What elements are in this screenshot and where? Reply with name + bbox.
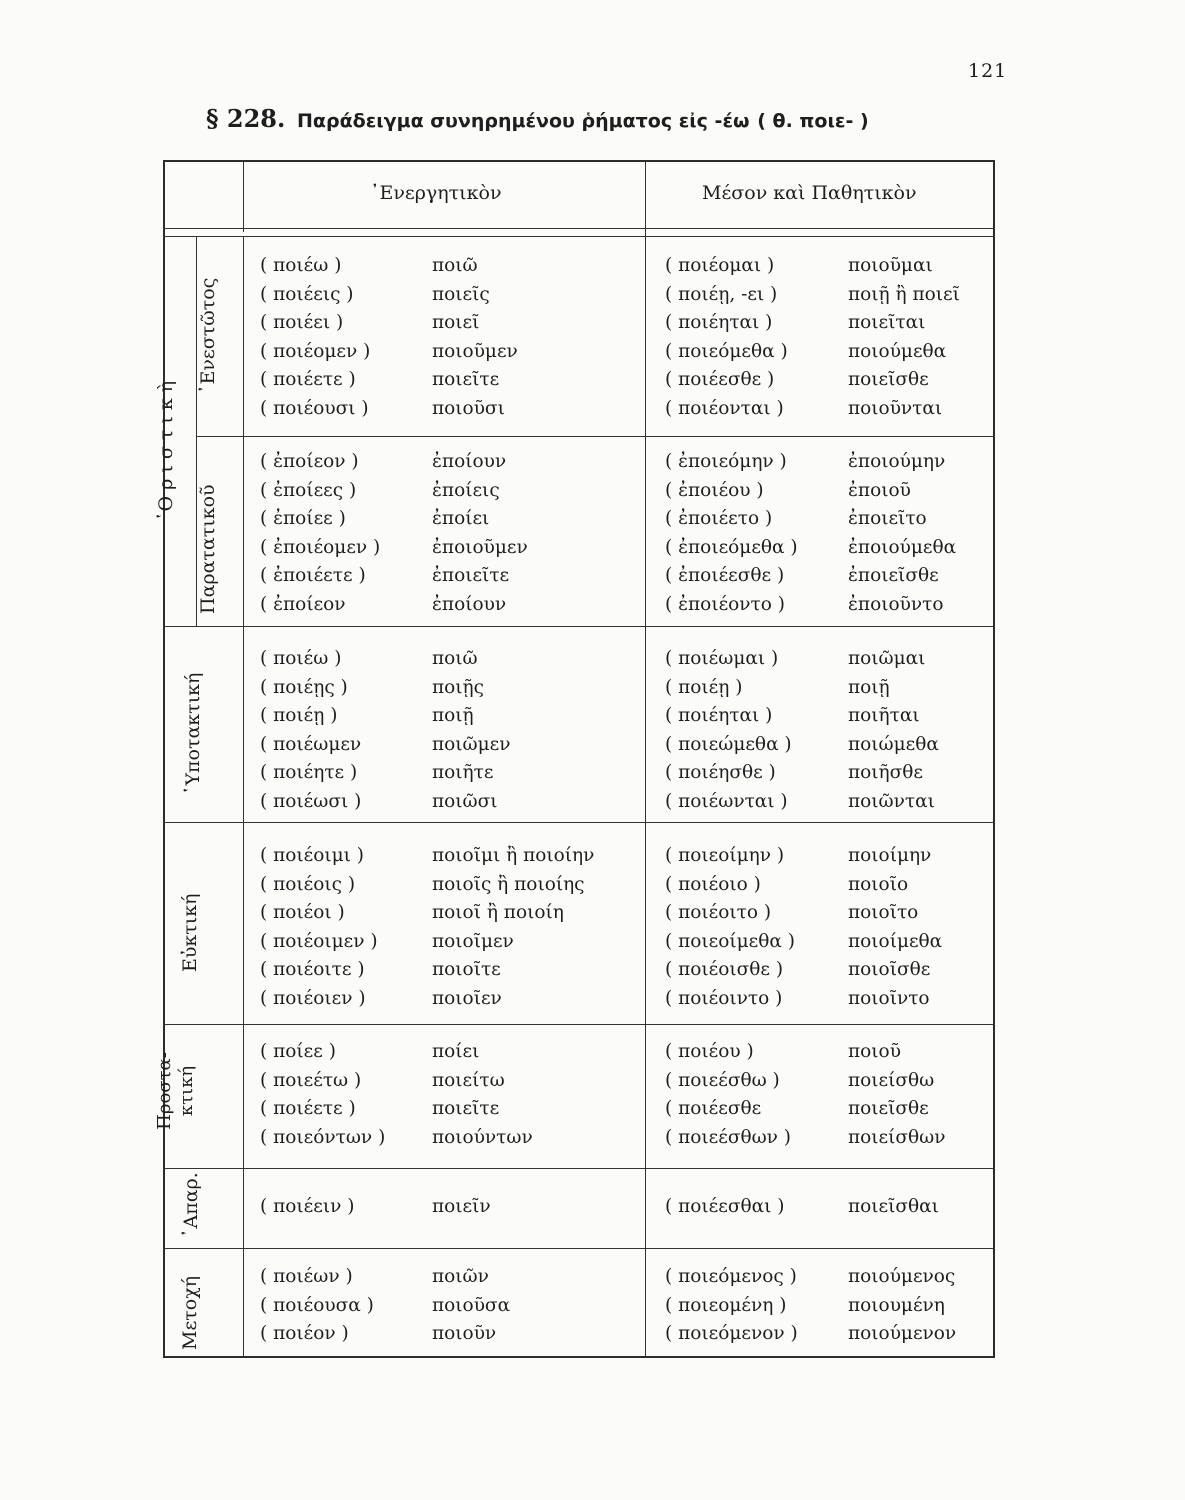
present-active-contracted-form: ποιοῦσι	[432, 398, 505, 419]
imperfect-active-contracted-form: ἐποίει	[432, 508, 490, 530]
active-voice-header: ᾿Ενεργητικὸν	[370, 182, 502, 204]
optative-middle-open-form: ( ποιέοιτο )	[665, 902, 772, 924]
imperfect-active-open-form: ( ἐποίεον	[260, 594, 346, 615]
imperative-active-open-form: ( ποιεέτω )	[260, 1069, 362, 1091]
optative-active-open-form: ( ποιέοιεν )	[260, 988, 366, 1009]
tense-label-imperfect: Παρατατικοῦ	[197, 484, 219, 614]
title-caption: Παράδειγμα συνηρημένου ῥήματος εἰς -έω	[297, 110, 750, 132]
imperfect-middle-open-form: ( ἐποιέοντο )	[665, 594, 786, 615]
infinitive-middle-contracted-form: ποιεῖσθαι	[848, 1196, 939, 1217]
optative-active-contracted-form: ποιοῖμεν	[432, 930, 514, 952]
imperative-infinitive-rule	[163, 1168, 995, 1169]
page-number: 121	[968, 60, 1008, 82]
imperfect-middle-contracted-form: ἐποιούμην	[848, 451, 946, 472]
subjunctive-middle-open-form: ( ποιέωνται )	[665, 791, 788, 812]
optative-active-open-form: ( ποιέοιτε )	[260, 959, 365, 981]
present-imperfect-rule	[196, 436, 995, 437]
optative-middle-open-form: ( ποιέοιο )	[665, 873, 761, 895]
subjunctive-middle-contracted-form: ποιῶνται	[848, 791, 935, 812]
subjunctive-middle-open-form: ( ποιέηται )	[665, 705, 773, 727]
present-middle-open-form: ( ποιέεσθε )	[665, 369, 775, 391]
present-middle-contracted-form: ποιῇ ἢ ποιεῖ	[848, 283, 960, 305]
imperfect-active-open-form: ( ἐποίεες )	[260, 479, 357, 501]
optative-active-contracted-form: ποιοῖμι ἢ ποιοίην	[432, 845, 595, 866]
optative-middle-contracted-form: ποιοίμην	[848, 845, 932, 866]
participle-active-contracted-form: ποιῶν	[432, 1266, 489, 1287]
subjunctive-middle-contracted-form: ποιώμεθα	[848, 733, 939, 755]
present-middle-open-form: ( ποιέῃ, -ει )	[665, 283, 778, 305]
subjunctive-middle-contracted-form: ποιῆται	[848, 705, 920, 727]
present-middle-contracted-form: ποιεῖσθε	[848, 369, 929, 391]
participle-active-contracted-form: ποιοῦν	[432, 1323, 497, 1345]
imperfect-middle-open-form: ( ἐποιέετο )	[665, 508, 773, 530]
present-active-contracted-form: ποιοῦμεν	[432, 340, 518, 362]
participle-middle-contracted-form: ποιούμενος	[848, 1266, 956, 1287]
optative-middle-open-form: ( ποιέοισθε )	[665, 959, 784, 981]
header-bottom-rule	[163, 228, 995, 229]
imperfect-middle-contracted-form: ἐποιεῖτο	[848, 508, 927, 530]
imperative-middle-open-form: ( ποιέεσθε	[665, 1098, 762, 1120]
page-title	[206, 104, 869, 133]
present-middle-open-form: ( ποιέηται )	[665, 312, 773, 334]
optative-active-open-form: ( ποιέοι )	[260, 902, 345, 924]
present-active-open-form: ( ποιέω )	[260, 255, 342, 276]
subjunctive-active-open-form: ( ποιέητε )	[260, 762, 358, 784]
present-active-open-form: ( ποιέομεν )	[260, 340, 371, 362]
optative-active-contracted-form: ποιοῖς ἢ ποιοίης	[432, 873, 585, 895]
imperfect-middle-contracted-form: ἐποιεῖσθε	[848, 565, 939, 587]
imperative-middle-open-form: ( ποιεέσθων )	[665, 1126, 792, 1148]
subjunctive-middle-contracted-form: ποιῇ	[848, 676, 890, 698]
subjunctive-active-contracted-form: ποιῆτε	[432, 762, 494, 784]
infinitive-participle-rule	[163, 1248, 995, 1249]
subjunctive-active-open-form: ( ποιέωμεν	[260, 733, 362, 755]
infinitive-middle-open-form: ( ποιέεσθαι )	[665, 1196, 785, 1217]
imperfect-active-open-form: ( ἐποιέετε )	[260, 565, 366, 587]
subjunctive-middle-contracted-form: ποιῶμαι	[848, 648, 926, 669]
participle-middle-open-form: ( ποιεόμενος )	[665, 1266, 797, 1287]
optative-middle-open-form: ( ποιέοιντο )	[665, 988, 783, 1009]
mood-label-infinitive: ᾿Απαρ.	[180, 1172, 202, 1238]
imperative-active-contracted-form: ποιείτω	[432, 1069, 505, 1091]
header-left-divider	[243, 160, 244, 232]
subjunctive-active-open-form: ( ποιέῃ )	[260, 705, 338, 727]
present-active-contracted-form: ποιεῖτε	[432, 369, 500, 391]
optative-middle-contracted-form: ποιοῖο	[848, 873, 909, 895]
infinitive-active-contracted-form: ποιεῖν	[432, 1196, 491, 1217]
title-stem-note: ( θ. ποιε- )	[757, 110, 869, 132]
indicative-subjunctive-rule	[163, 626, 995, 627]
optative-middle-contracted-form: ποιοίμεθα	[848, 930, 943, 952]
column-divider	[645, 160, 646, 1358]
participle-middle-contracted-form: ποιούμενον	[848, 1323, 957, 1345]
section-number: § 228.	[206, 104, 286, 133]
present-active-contracted-form: ποιεῖς	[432, 283, 490, 305]
subjunctive-active-contracted-form: ποιῶσι	[432, 791, 498, 812]
optative-active-open-form: ( ποιέοις )	[260, 873, 356, 895]
optative-active-contracted-form: ποιοῖτε	[432, 959, 501, 981]
present-middle-open-form: ( ποιέομαι )	[665, 255, 775, 276]
optative-active-open-form: ( ποιέοιμεν )	[260, 930, 378, 952]
imperfect-active-open-form: ( ἐποίεον )	[260, 451, 359, 472]
imperfect-middle-contracted-form: ἐποιούμεθα	[848, 536, 957, 558]
participle-active-open-form: ( ποιέων )	[260, 1266, 353, 1287]
present-middle-contracted-form: ποιοῦνται	[848, 398, 943, 419]
subjunctive-active-contracted-form: ποιῇς	[432, 676, 484, 698]
conjugation-table	[163, 160, 995, 1358]
header-double-rule	[163, 236, 995, 237]
present-middle-contracted-form: ποιεῖται	[848, 312, 926, 334]
subjunctive-active-contracted-form: ποιῶ	[432, 648, 478, 669]
optative-middle-open-form: ( ποιεοίμεθα )	[665, 930, 795, 952]
present-active-open-form: ( ποιέετε )	[260, 369, 356, 391]
present-active-open-form: ( ποιέεις )	[260, 283, 354, 305]
tense-label-present: ᾿Ενεστῶτος	[197, 277, 219, 394]
subjunctive-middle-open-form: ( ποιέησθε )	[665, 762, 776, 784]
mood-label-participle: Μετοχή	[179, 1275, 201, 1350]
optative-imperative-rule	[163, 1024, 995, 1025]
subjunctive-active-contracted-form: ποιῶμεν	[432, 733, 511, 755]
subjunctive-active-open-form: ( ποιέῃς )	[260, 676, 348, 698]
imperative-middle-contracted-form: ποιείσθων	[848, 1126, 946, 1148]
present-active-open-form: ( ποιέουσι )	[260, 398, 369, 419]
infinitive-active-open-form: ( ποιέειν )	[260, 1196, 355, 1217]
subjunctive-optative-rule	[163, 822, 995, 823]
participle-active-open-form: ( ποιέον )	[260, 1323, 349, 1345]
participle-middle-open-form: ( ποιεόμενον )	[665, 1323, 798, 1345]
imperfect-middle-open-form: ( ἐποιεόμεθα )	[665, 536, 798, 558]
subjunctive-active-contracted-form: ποιῇ	[432, 705, 474, 727]
middle-passive-header: Μέσον καὶ Παθητικὸν	[702, 182, 917, 204]
present-active-open-form: ( ποιέει )	[260, 312, 344, 334]
present-active-contracted-form: ποιεῖ	[432, 312, 480, 334]
imperative-middle-open-form: ( ποιεέσθω )	[665, 1069, 780, 1091]
optative-middle-contracted-form: ποιοῖντο	[848, 988, 930, 1009]
imperative-active-open-form: ( ποιεόντων )	[260, 1126, 386, 1148]
optative-active-contracted-form: ποιοῖεν	[432, 988, 502, 1009]
mood-label-optative: Εὐκτική	[179, 893, 201, 972]
subjunctive-middle-open-form: ( ποιέωμαι )	[665, 648, 779, 669]
optative-active-contracted-form: ποιοῖ ἢ ποιοίη	[432, 902, 564, 924]
imperfect-active-contracted-form: ἐποίουν	[432, 594, 507, 615]
imperfect-active-contracted-form: ἐποιεῖτε	[432, 565, 510, 587]
imperfect-active-contracted-form: ἐποίουν	[432, 451, 507, 472]
imperative-active-open-form: ( ποιέετε )	[260, 1098, 356, 1120]
imperfect-middle-open-form: ( ἐποιεόμην )	[665, 451, 787, 472]
imperative-active-contracted-form: ποίει	[432, 1041, 480, 1062]
imperative-middle-open-form: ( ποιέου )	[665, 1041, 754, 1062]
present-active-contracted-form: ποιῶ	[432, 255, 478, 276]
optative-middle-open-form: ( ποιεοίμην )	[665, 845, 785, 866]
participle-active-contracted-form: ποιοῦσα	[432, 1294, 511, 1316]
optative-middle-contracted-form: ποιοῖσθε	[848, 959, 931, 981]
imperative-label-line1: Προστα-	[154, 1052, 175, 1130]
present-middle-open-form: ( ποιεόμεθα )	[665, 340, 788, 362]
subjunctive-middle-open-form: ( ποιέῃ )	[665, 676, 743, 698]
participle-middle-open-form: ( ποιεομένη )	[665, 1294, 787, 1316]
participle-active-open-form: ( ποιέουσα )	[260, 1294, 374, 1316]
present-middle-contracted-form: ποιοῦμαι	[848, 255, 933, 276]
imperfect-middle-open-form: ( ἐποιέου )	[665, 479, 764, 501]
imperfect-middle-contracted-form: ἐποιοῦντο	[848, 594, 944, 615]
imperfect-active-contracted-form: ἐποιοῦμεν	[432, 536, 528, 558]
subjunctive-middle-contracted-form: ποιῆσθε	[848, 762, 923, 784]
imperative-active-contracted-form: ποιεῖτε	[432, 1098, 500, 1120]
imperfect-active-open-form: ( ἐποίεε )	[260, 508, 346, 530]
present-middle-contracted-form: ποιούμεθα	[848, 340, 947, 362]
participle-middle-contracted-form: ποιουμένη	[848, 1294, 945, 1316]
mood-label-indicative: ῾Ο ρ ι σ τ ι κ ὴ	[155, 380, 177, 521]
imperfect-active-contracted-form: ἐποίεις	[432, 479, 500, 501]
imperfect-middle-open-form: ( ἐποιέεσθε )	[665, 565, 785, 587]
present-middle-open-form: ( ποιέονται )	[665, 398, 784, 419]
imperative-middle-contracted-form: ποιοῦ	[848, 1041, 901, 1062]
imperative-active-open-form: ( ποίεε )	[260, 1041, 336, 1062]
label-column-divider	[243, 236, 244, 1358]
subjunctive-middle-open-form: ( ποιεώμεθα )	[665, 733, 792, 755]
mood-label-imperative	[154, 1036, 198, 1146]
imperative-middle-contracted-form: ποιείσθω	[848, 1069, 935, 1091]
optative-middle-contracted-form: ποιοῖτο	[848, 902, 919, 924]
mood-label-subjunctive: ῾Υποτακτική	[182, 672, 204, 795]
imperative-middle-contracted-form: ποιεῖσθε	[848, 1098, 929, 1120]
imperfect-middle-contracted-form: ἐποιοῦ	[848, 479, 911, 501]
imperative-active-contracted-form: ποιούντων	[432, 1126, 533, 1148]
subjunctive-active-open-form: ( ποιέω )	[260, 648, 342, 669]
imperfect-active-open-form: ( ἐποιέομεν )	[260, 536, 381, 558]
subjunctive-active-open-form: ( ποιέωσι )	[260, 791, 362, 812]
optative-active-open-form: ( ποιέοιμι )	[260, 845, 364, 866]
imperative-label-line2: κτική	[176, 1065, 197, 1117]
